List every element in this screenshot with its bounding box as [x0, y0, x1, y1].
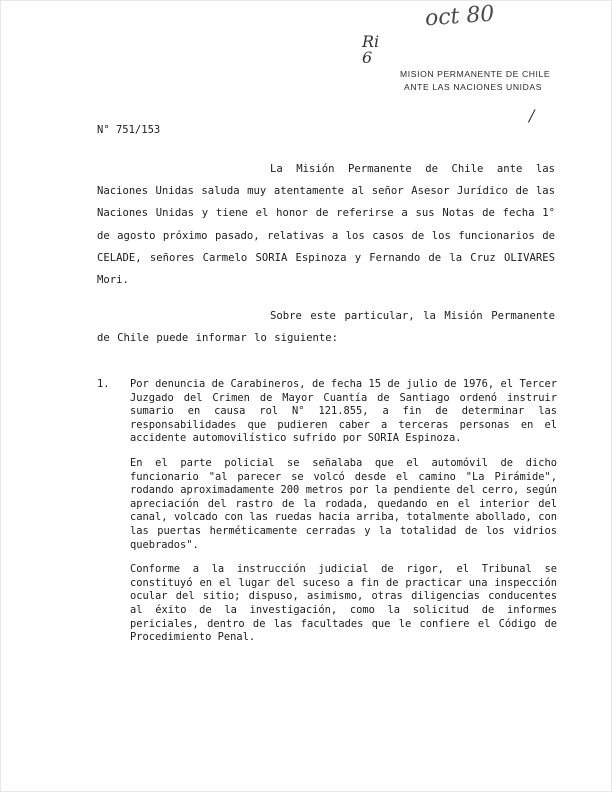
body-paragraph: Sobre este particular, la Misión Permanente de Chile puede informar lo siguiente: — [97, 310, 555, 345]
letter-body — [97, 158, 555, 350]
item-paragraph: Por denuncia de Carabineros, de fecha 15 de julio de 1976, el Tercer Juzgado del Crimen de Mayor Cuantía de Santiago ordenó instruir sumario en causa rol N° 121.855, a fin de determinar las responsabilidades que pudieren caber a terceras personas en el accidente automovilístico sufrido por SORIA Espinoza. — [130, 378, 557, 445]
reference-number: N° 751/153 — [97, 124, 161, 136]
body-paragraph: La Misión Permanente de Chile ante las Naciones Unidas saluda muy atentamente al señor Asesor Jurídico de las Naciones Unidas y tiene el honor de referirse a sus Notas de fecha 1° de agosto próximo pasado, relativas a los casos de los funcionarios de CELADE, señores Carmelo SORIA Espinoza y Fernando de la Cruz OLIVARES Mori. — [97, 163, 555, 287]
list-item-number: 1. — [97, 378, 110, 390]
list-item — [97, 378, 557, 656]
item-paragraph: En el parte policial se señalaba que el automóvil de dicho funcionario "al parecer se volcó desde el camino "La Pirámide", rodando aproximadamente 200 metros por la pendiente del cerro, según apreciación del rastro de la rodada, quedando en el interior del canal, volcado con las ruedas hacia arriba, totalmente abollado, con las puertas herméticamente cerradas y la totalidad de los vidrios quebrados". — [130, 456, 557, 551]
item-paragraph: Conforme a la instrucción judicial de rigor, el Tribunal se constituyó en el lugar del suceso a fin de practicar una inspección ocular del sitio; dispuso, asimismo, otras diligencias conducentes al éxito de la investigación, como la solicitud de informes periciales, dentro de las facultades que le confiere el Código de Procedimiento Penal. — [130, 563, 557, 644]
letterhead-line-1: MISION PERMANENTE DE CHILE — [400, 69, 551, 79]
handwritten-check-mark: / — [529, 106, 535, 125]
list-item-body — [130, 378, 557, 656]
letterhead — [400, 68, 550, 94]
handwritten-date-note: oct 80 — [424, 1, 496, 32]
letterhead-line-2: ANTE LAS NACIONES UNIDAS — [404, 82, 543, 92]
handwritten-margin-mark: Ri 6 — [362, 32, 380, 67]
numbered-list — [97, 378, 557, 656]
